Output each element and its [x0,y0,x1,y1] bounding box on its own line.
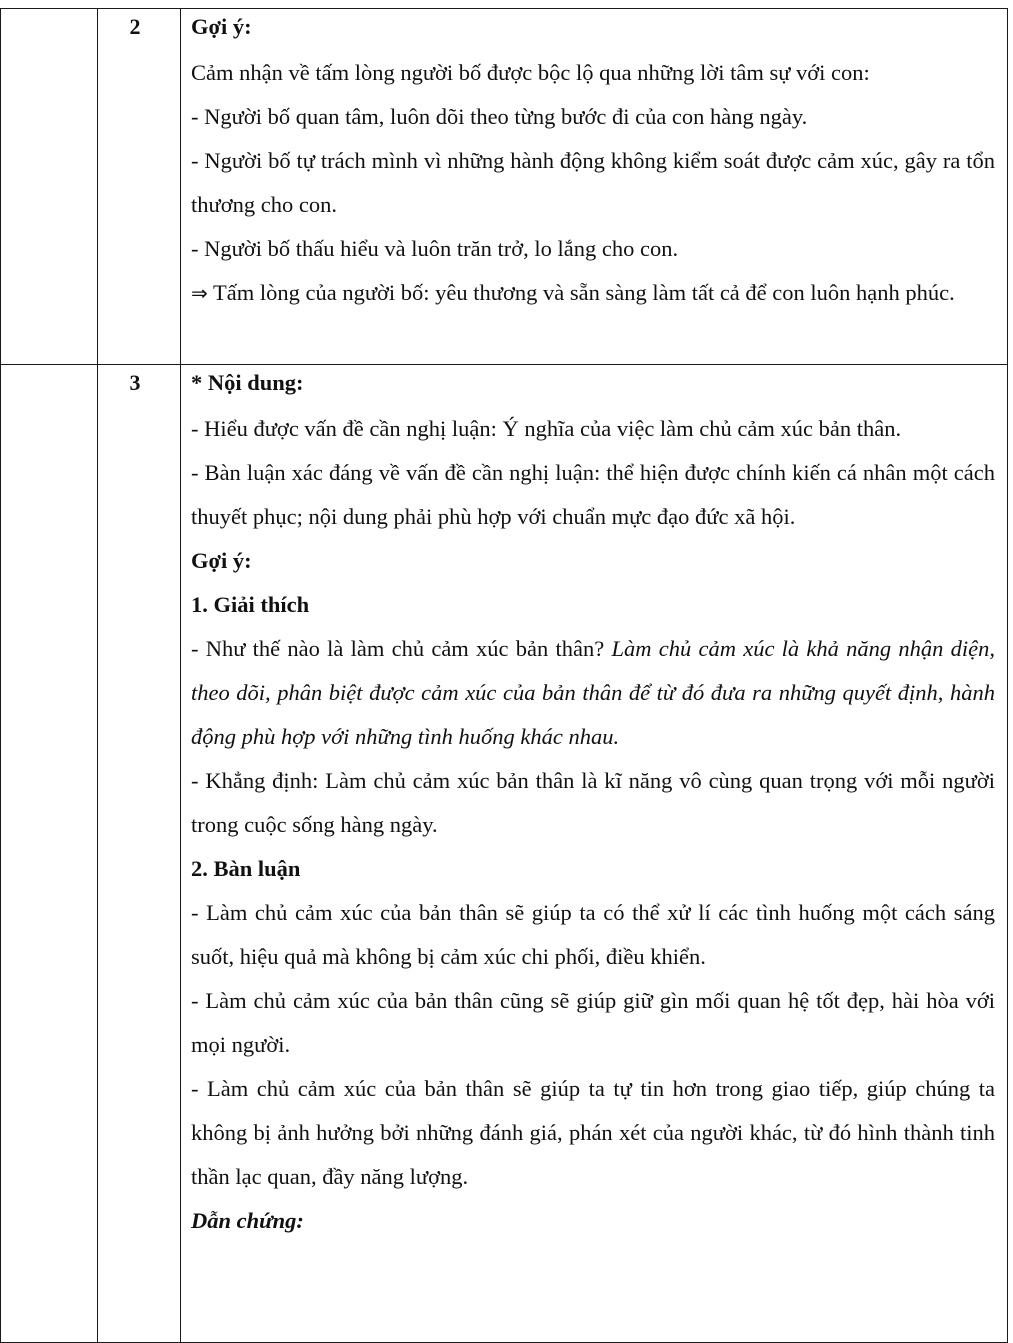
question-number: 3 [129,370,141,395]
definition-question: - Như thế nào là làm chủ cảm xúc bản thân? [191,636,605,661]
conclusion [191,271,995,315]
section-cell [1,365,98,1343]
definition-text: Làm chủ cảm xúc là khả năng nhận diện, theo dõi, phân biệt được cảm xúc của bản thân để từ đó đưa ra những quyết định, hành động phù hợp với những tình huống khác nhau. [191,636,996,749]
affirmation: - Khẳng định: Làm chủ cảm xúc bản thân là kĩ năng vô cùng quan trọng với mỗi người trong cuộc sống hàng ngày. [191,768,995,837]
section-title: 1. Giải thích [191,592,310,617]
discussion-point: - Làm chủ cảm xúc của bản thân cũng sẽ giúp giữ gìn mối quan hệ tốt đẹp, hài hòa với mọi người. [191,988,995,1057]
section-title: 2. Bàn luận [191,856,301,881]
content-point: - Hiểu được vấn đề cần nghị luận: Ý nghĩa của việc làm chủ cảm xúc bản thân. [191,416,902,441]
content-point: - Bàn luận xác đáng về vấn đề cần nghị luận: thể hiện được chính kiến cá nhân một cách thuyết phục; nội dung phải phù hợp với chuẩn mực đạo đức xã hội. [191,460,995,529]
discussion-point: - Làm chủ cảm xúc của bản thân sẽ giúp ta tự tin hơn trong giao tiếp, giúp chúng ta không bị ảnh hưởng bởi những đánh giá, phán xét của người khác, từ đó hình thành tinh thần lạc quan, đầy năng lượng. [191,1076,995,1189]
arrow-icon: ⇒ [191,281,208,305]
evidence-heading: Dẫn chứng: [191,1208,304,1233]
hint-heading: Gợi ý: [191,14,252,39]
conclusion-text: Tấm lòng của người bố: yêu thương và sẵn sàng làm tất cả để con luôn hạnh phúc. [212,280,955,305]
definition-paragraph [191,627,995,759]
answer-cell [181,9,1008,365]
paragraph: - Người bố quan tâm, luôn dõi theo từng bước đi của con hàng ngày. [191,104,808,129]
question-number-cell [98,9,181,365]
paragraph: Cảm nhận về tấm lòng người bố được bộc lộ qua những lời tâm sự với con: [191,60,870,85]
answer-table [0,8,1008,1343]
answer-cell [181,365,1008,1343]
paragraph: - Người bố tự trách mình vì những hành động không kiểm soát được cảm xúc, gây ra tổn thương cho con. [191,148,995,217]
section-cell [1,9,98,365]
discussion-point: - Làm chủ cảm xúc của bản thân sẽ giúp ta có thể xử lí các tình huống một cách sáng suốt, hiệu quả mà không bị cảm xúc chi phối, điều khiển. [191,900,995,969]
question-number: 2 [129,14,141,39]
table-row [1,365,1008,1343]
hint-heading: Gợi ý: [191,548,252,573]
content-heading: * Nội dung: [191,370,304,395]
table-row [1,9,1008,365]
paragraph: - Người bố thấu hiểu và luôn trăn trở, lo lắng cho con. [191,236,679,261]
question-number-cell [98,365,181,1343]
